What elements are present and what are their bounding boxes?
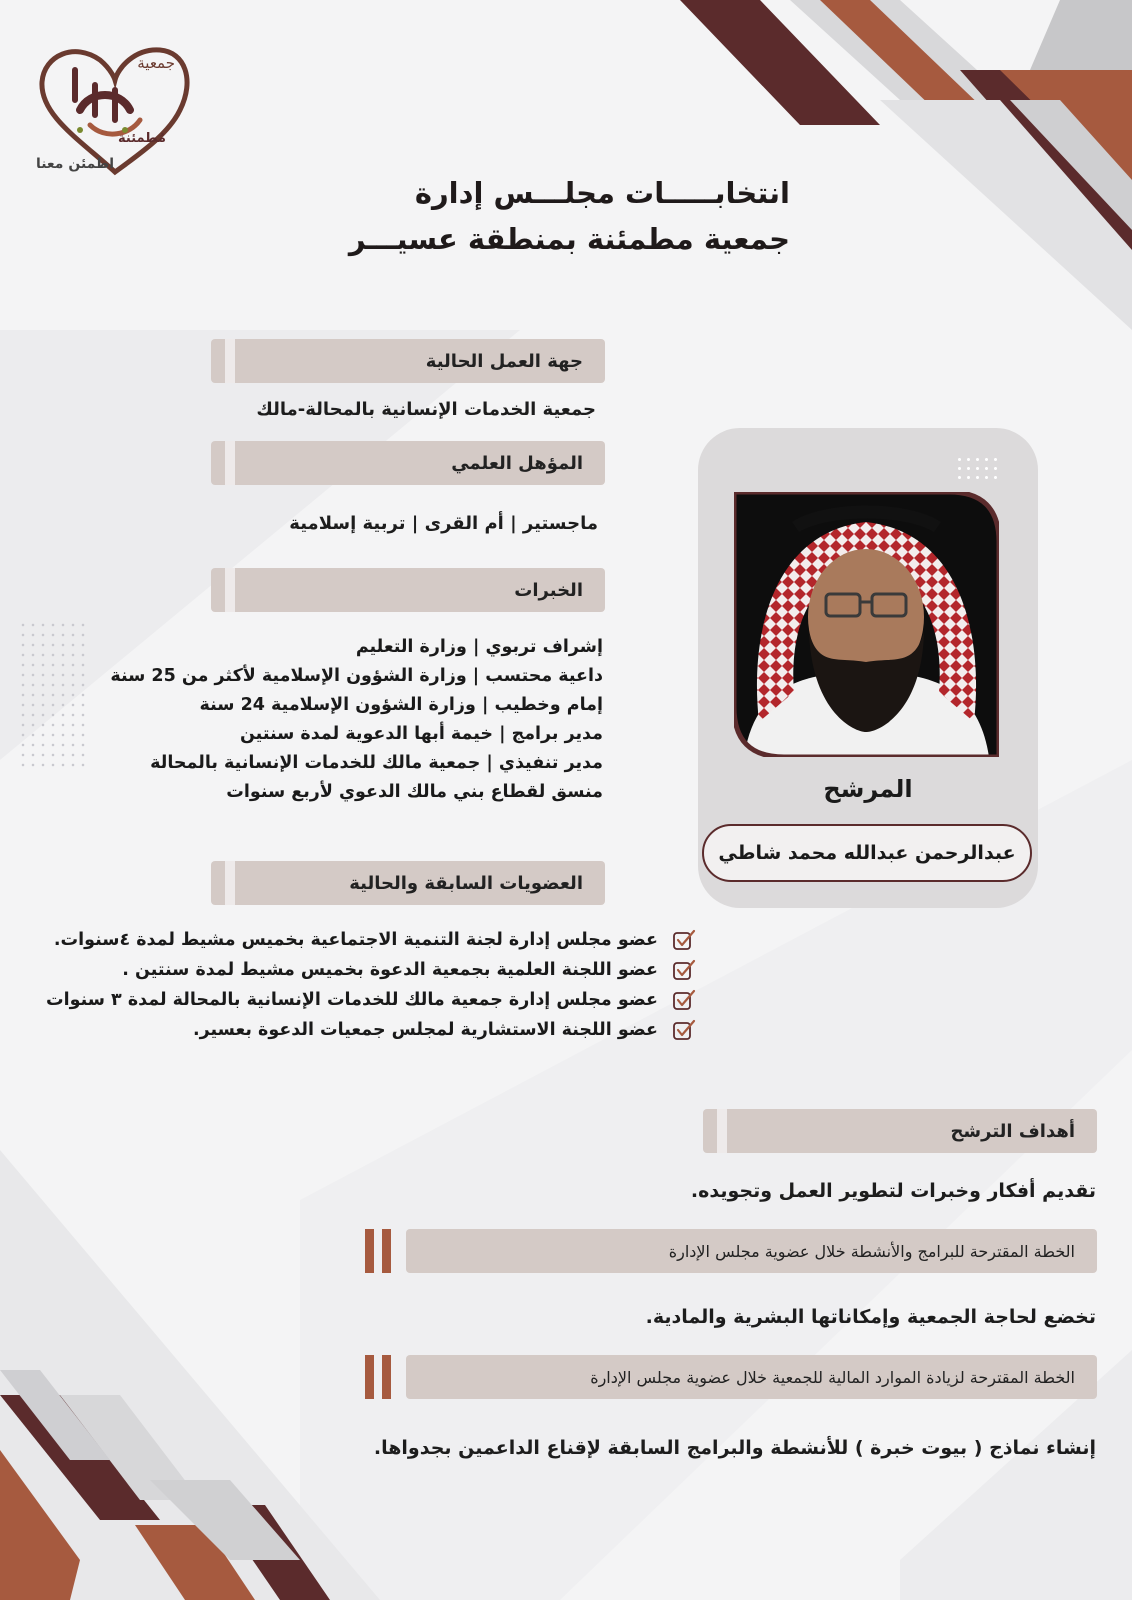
experience-item: داعية محتسب | وزارة الشؤون الإسلامية لأكثر من 25 سنة xyxy=(110,666,603,686)
page-title xyxy=(300,170,790,262)
experience-item: إشراف تربوي | وزارة التعليم xyxy=(355,637,603,657)
membership-item xyxy=(6,955,696,985)
candidate-name: عبدالرحمن عبدالله محمد شاطي xyxy=(702,824,1032,882)
decorative-dot-grid xyxy=(18,620,90,770)
resources-plan-header xyxy=(406,1355,1097,1399)
memberships-list xyxy=(6,925,696,1045)
experience-item: مدير تنفيذي | جمعية مالك للخدمات الإنسانية بالمحالة xyxy=(150,753,603,773)
membership-item xyxy=(6,1015,696,1045)
experience-item: إمام وخطيب | وزارة الشؤون الإسلامية 24 سنة xyxy=(199,695,603,715)
membership-text: عضو اللجنة العلمية بجمعية الدعوة بخميس مشيط لمدة سنتين . xyxy=(122,960,658,980)
logo-tagline: اطمئن معنا xyxy=(35,156,115,172)
checkbox-icon xyxy=(672,928,696,952)
membership-text: عضو اللجنة الاستشارية لمجلس جمعيات الدعوة بعسير. xyxy=(192,1020,658,1040)
header-tick xyxy=(225,861,235,905)
membership-item xyxy=(6,925,696,955)
qualification-header xyxy=(211,441,605,485)
current-work-header xyxy=(211,339,605,383)
programs-plan-header xyxy=(406,1229,1097,1273)
candidate-label: المرشح xyxy=(823,775,913,803)
memberships-heading: العضويات السابقة والحالية xyxy=(349,872,583,894)
checkbox-icon xyxy=(672,958,696,982)
goals-heading: أهداف الترشح xyxy=(950,1120,1075,1142)
section-accent-bars xyxy=(365,1355,391,1399)
association-logo xyxy=(20,30,200,190)
checkbox-icon xyxy=(672,988,696,1012)
candidate-photo xyxy=(734,492,999,757)
header-tick xyxy=(225,441,235,485)
checkbox-icon xyxy=(672,1018,696,1042)
resources-plan-value: إنشاء نماذج ( بيوت خبرة ) للأنشطة والبرامج السابقة لإقناع الداعمين بجدواها. xyxy=(373,1437,1096,1459)
experience-item: مدير برامج | خيمة أبها الدعوية لمدة سنتين xyxy=(239,724,603,744)
header-tick xyxy=(717,1109,727,1153)
membership-text: عضو مجلس إدارة جمعية مالك للخدمات الإنسانية بالمحالة لمدة ٣ سنوات xyxy=(46,990,658,1010)
programs-plan-value: تخضع لحاجة الجمعية وإمكاناتها البشرية والمادية. xyxy=(645,1306,1096,1328)
experience-header xyxy=(211,568,605,612)
decorative-dot-grid xyxy=(955,455,1003,483)
goals-value: تقديم أفكار وخبرات لتطوير العمل وتجويده. xyxy=(690,1180,1096,1202)
header-tick xyxy=(225,339,235,383)
qualification-heading: المؤهل العلمي xyxy=(451,452,583,474)
resources-plan-heading: الخطة المقترحة لزيادة الموارد المالية للجمعية خلال عضوية مجلس الإدارة xyxy=(590,1367,1075,1387)
memberships-header xyxy=(211,861,605,905)
membership-text: عضو مجلس إدارة لجنة التنمية الاجتماعية بخميس مشيط لمدة ٤سنوات. xyxy=(53,930,658,950)
experience-heading: الخبرات xyxy=(514,579,583,601)
experience-item: منسق لقطاع بني مالك الدعوي لأربع سنوات xyxy=(226,782,603,802)
qualification-value: ماجستير | أم القرى | تربية إسلامية xyxy=(289,513,598,534)
goals-header xyxy=(703,1109,1097,1153)
current-work-value: جمعية الخدمات الإنسانية بالمحالة-مالك xyxy=(256,399,596,420)
membership-item xyxy=(6,985,696,1015)
current-work-heading: جهة العمل الحالية xyxy=(425,350,583,372)
title-line-2: جمعية مطمئنة بمنطقة عسيـــر xyxy=(348,222,790,256)
logo-word-top: جمعية xyxy=(137,54,175,72)
logo-word-main: مُطمئنة xyxy=(118,131,166,146)
header-tick xyxy=(225,568,235,612)
experience-list xyxy=(80,633,603,807)
section-accent-bars xyxy=(365,1229,391,1273)
title-line-1: انتخابـــــات مجلـــس إدارة xyxy=(414,176,790,210)
programs-plan-heading: الخطة المقترحة للبرامج والأنشطة خلال عضوية مجلس الإدارة xyxy=(668,1241,1075,1261)
